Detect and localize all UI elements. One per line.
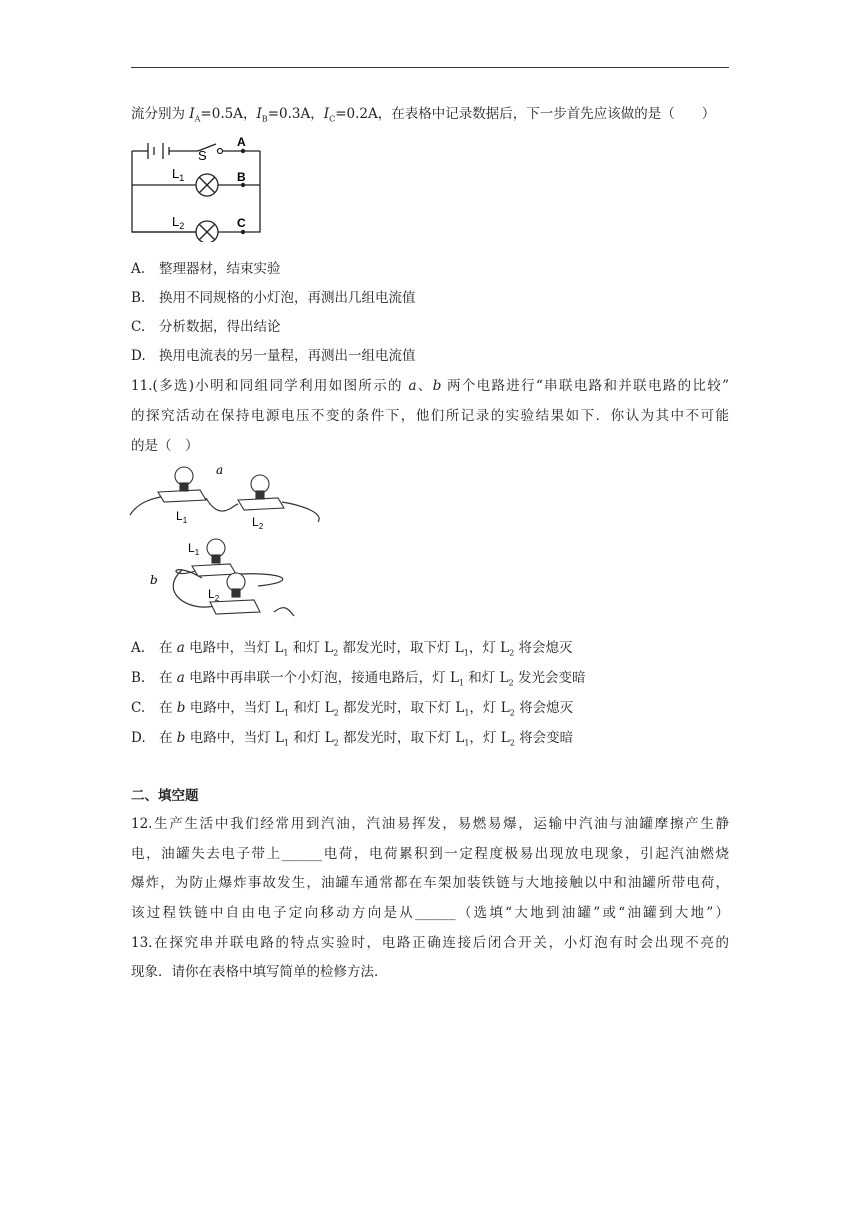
q11-option-b: B. 在 a 电路中再串联一个小灯泡，接通电路后，灯 $L_1$ 和灯 $L_2$ 发光会变暗: [131, 670, 586, 688]
q12-line3: 爆炸，为防止爆炸事故发生，油罐车通常都在车架加装铁链与大地接触以中和油罐所带电荷，: [131, 875, 729, 891]
node-a-label: A: [237, 135, 246, 149]
node-b-label: B: [237, 170, 246, 184]
q11-stem-line3: 的是（ ）: [131, 438, 199, 454]
circuit-a-left-wire: [130, 496, 166, 515]
photo-a-l2-label: $L_2$: [252, 515, 264, 531]
q11-stem-line1: 11.(多选)小明和同组同学利用如图所示的 a、b 两个电路进行“串联电路和并联电路的比较”: [131, 378, 729, 394]
header-rule: [131, 67, 729, 68]
q13-line1: 13.在探究串并联电路的特点实验时，电路正确连接后闭合开关，小灯泡有时会出现不亮的: [131, 935, 729, 951]
q11-stem-line2: 的探究活动在保持电源电压不变的条件下，他们所记录的实验结果如下．你认为其中不可能: [131, 408, 729, 424]
q10-option-b: B. 换用不同规格的小灯泡，再测出几组电流值: [131, 290, 416, 306]
q10-option-d: D. 换用电流表的另一量程，再测出一组电流值: [131, 348, 416, 364]
bulb-a-l2: [238, 475, 284, 510]
q11-option-d: D. 在 b 电路中，当灯 $L_1$ 和灯 $L_2$ 都发光时，取下灯 $L_1$，灯 $L_2$ 将会变暗: [131, 730, 574, 748]
q12-line4: 该过程铁链中自由电子定向移动方向是从______（选填“大地到油罐”或“油罐到大地”）: [131, 905, 729, 921]
circuit-a-right-wire: [282, 502, 319, 522]
q12-line2: 电，油罐失去电子带上______电荷，电荷累积到一定程度极易出现放电现象，引起汽油燃烧: [131, 846, 729, 862]
photo-b-l2-label: $L_2$: [208, 587, 220, 603]
q11-option-c: C. 在 b 电路中，当灯 $L_1$ 和灯 $L_2$ 都发光时，取下灯 $L_1$，灯 $L_2$ 将会熄灭: [131, 700, 574, 718]
q12-line1: 12.生产生活中我们经常用到汽油，汽油易挥发，易燃易爆，运输中汽油与油罐摩擦产生静: [131, 816, 729, 832]
node-c-dot: [241, 230, 245, 234]
lamp-l1-label: $L_1$: [172, 166, 185, 183]
lamp-l2-symbol: [196, 221, 218, 242]
switch-label: S: [198, 148, 207, 163]
q10-circuit-diagram: [128, 134, 278, 242]
section-title-fill-in: 二、填空题: [131, 788, 199, 804]
lamp-l1-symbol: [196, 174, 218, 196]
lamp-l2-label: $L_2$: [172, 214, 185, 231]
q10-stem: 流分别为 $I_A=0.5A$，$I_B=0.3A$，$I_C=0.2A$，在表格中记录数据后，下一步首先应该做的是（ ）: [131, 106, 716, 124]
photo-a-l1-label: $L_1$: [176, 509, 188, 525]
bulb-b-l1: [192, 539, 236, 576]
q11-option-a: A. 在 a 电路中，当灯 $L_1$ 和灯 $L_2$ 都发光时，取下灯 $L_1$，灯 $L_2$ 将会熄灭: [131, 640, 573, 658]
node-c-label: C: [237, 216, 246, 230]
q10-option-c: C. 分析数据，得出结论: [131, 319, 281, 335]
node-a-dot: [241, 149, 245, 153]
q13-line2: 现象．请你在表格中填写简单的检修方法．: [131, 964, 388, 980]
photo-b-l1-label: $L_1$: [188, 541, 200, 557]
circuit-a-label: a: [216, 463, 224, 477]
bulb-a-l1: [158, 467, 206, 502]
q10-option-a: A. 整理器材，结束实验: [131, 261, 281, 277]
switch-contact: [218, 149, 223, 154]
circuit-a-middle-wire: [206, 498, 238, 511]
q11-circuit-photos: [128, 462, 328, 626]
circuit-b-label: b: [150, 573, 158, 587]
